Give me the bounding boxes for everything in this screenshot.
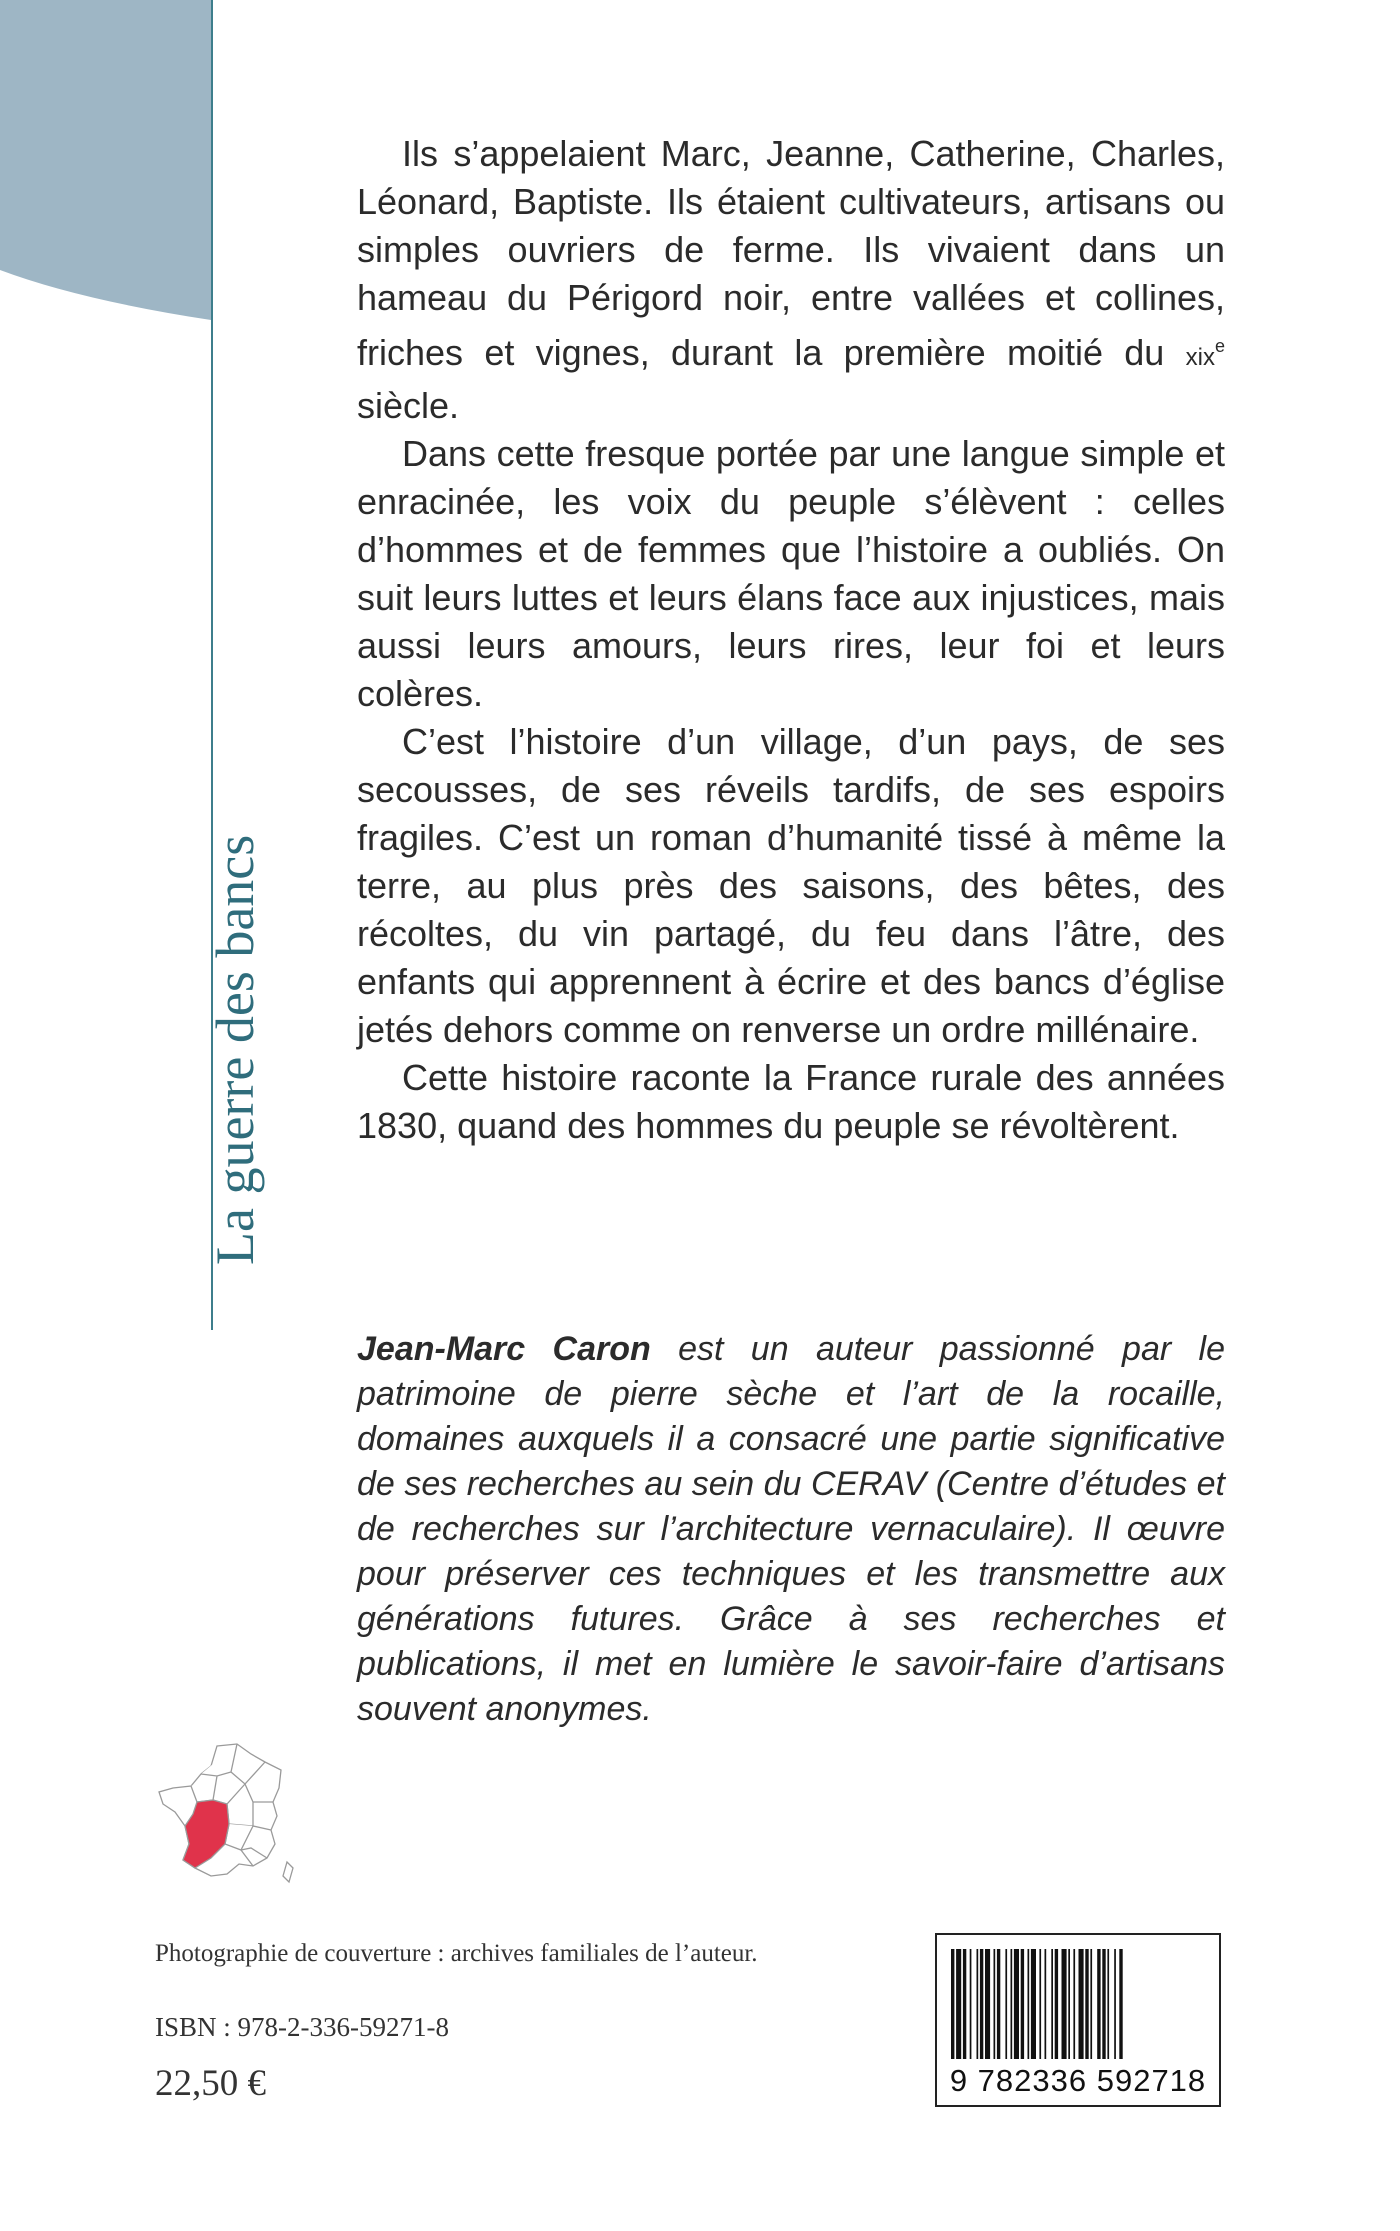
century-superscript: e (1214, 336, 1225, 356)
spine-title: La guerre des bancs (205, 834, 265, 1265)
cover-color-band (0, 0, 211, 320)
barcode-bar (1039, 1949, 1041, 2059)
barcode-bar (1119, 1949, 1122, 2059)
barcode-bar (994, 1949, 996, 2059)
barcode-bar (951, 1949, 954, 2059)
barcode-digits: 9 782336 592718 (949, 2063, 1207, 2098)
barcode-bar (963, 1949, 966, 2059)
blurb-paragraph-3: C’est l’histoire d’un village, d’un pays, de ses secousses, de ses réveils tardifs, de ses espoirs fragiles. C’est un roman d’humanité tissé à même la terre, au plus près des saisons, des bêtes, des récoltes, du vin partagé, du feu dans l’âtre, des enfants qui apprennent à écrire et des bancs d’église jetés dehors comme on renverse un ordre millénaire. (357, 721, 1225, 1050)
barcode-bar (1102, 1949, 1105, 2059)
barcode-bar (1011, 1949, 1013, 2059)
barcode-bar (997, 1949, 1000, 2059)
france-regions-map-icon (155, 1740, 295, 1890)
barcode-bar (985, 1949, 990, 2059)
barcode-icon (935, 1933, 1221, 2107)
barcode-bar (1014, 1949, 1019, 2059)
barcode-bar (1097, 1949, 1100, 2059)
isbn: ISBN : 978-2-336-59271-8 (155, 2012, 449, 2042)
back-cover-blurb (357, 130, 1225, 1150)
barcode-bar (1107, 1949, 1109, 2059)
barcode-bar (1062, 1949, 1067, 2059)
author-name: Jean-Marc Caron (357, 1330, 651, 1368)
barcode-bar (1045, 1949, 1047, 2059)
cover-photo-credit: Photographie de couverture : archives familiales de l’auteur. (155, 1940, 758, 1967)
blurb-paragraph-2: Dans cette fresque portée par une langue simple et enracinée, les voix du peuple s’élèvent : celles d’hommes et de femmes que l’histoire a oubliés. On suit leurs luttes et leurs élans face aux injustices, mais aussi leurs amours, leurs rires, leur foi et leurs colères. (357, 433, 1225, 714)
barcode-bar (1005, 1949, 1007, 2059)
barcode-bar (1079, 1949, 1084, 2059)
blurb-paragraph-1 (357, 130, 1225, 430)
barcode-bar (956, 1949, 961, 2059)
barcode-bar (1021, 1949, 1024, 2059)
price: 22,50 € (155, 2063, 266, 2104)
century-numeral: xix (1185, 344, 1215, 371)
author-bio (357, 1327, 1225, 1732)
barcode-bar (1055, 1949, 1058, 2059)
barcode-bar (1114, 1949, 1116, 2059)
blurb-p1-end: siècle. (357, 385, 460, 426)
author-bio-text: est un auteur passionné par le patrimoine de pierre sèche et l’art de la rocaille, domaines auxquels il a consacré une partie significative de ses recherches au sein du CERAV (Centre d’études et de recherches sur l’architecture vernaculaire). Il œuvre pour préserver ces techniques et les transmettre aux générations futures. Grâce à ses recherches et publications, il met en lumière le savoir-faire d’artisans souvent anonymes. (357, 1330, 1225, 1728)
blurb-p1-text: Ils s’appelaient Marc, Jeanne, Catherine, Charles, Léonard, Baptiste. Ils étaient cultivateurs, artisans ou simples ouvriers de ferme. Ils vivaient dans un hameau du Périgord noir, entre vallées et collines, friches et vignes, durant la première moitié du (357, 133, 1225, 373)
barcode-bar (977, 1949, 979, 2059)
barcode-bar (1068, 1949, 1070, 2059)
barcode-bar (1028, 1949, 1030, 2059)
barcode-bar (1051, 1949, 1053, 2059)
barcode-bar (970, 1949, 972, 2059)
barcode-bar (1073, 1949, 1075, 2059)
barcode-bar (1090, 1949, 1092, 2059)
barcode-bar (1085, 1949, 1088, 2059)
barcode-bar (1031, 1949, 1036, 2059)
barcode-bar (980, 1949, 983, 2059)
blurb-paragraph-4: Cette histoire raconte la France rurale des années 1830, quand des hommes du peuple se révoltèrent. (357, 1057, 1225, 1146)
